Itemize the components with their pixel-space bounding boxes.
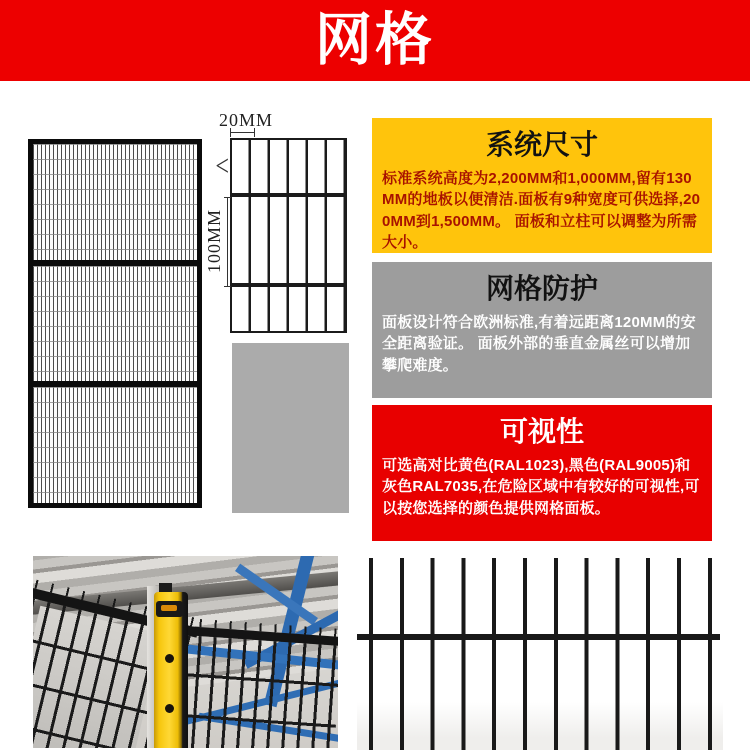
info-box-mesh-protection [372,262,712,398]
installation-photo [33,556,338,748]
page-title: 网格 [315,8,435,72]
mesh-detail-vertical-bars [232,140,345,331]
info-box-visibility [372,405,712,541]
info-body-visibility: 可选高对比黄色(RAL1023),黑色(RAL9005)和灰色RAL7035,在危险区域中有较好的可视性,可以按您选择的颜色提供网格面板。 [382,457,700,517]
photo-fence-mesh [176,635,338,748]
info-body-mesh-protection: 面板设计符合欧洲标准,有着远距离120MM的安全距离验证。 面板外部的垂直金属丝可以增加攀爬难度。 [382,314,696,374]
mesh-detail-horizontal-bar [232,193,345,197]
mesh-panel-section [33,144,197,260]
fence-horizontal-rail [357,634,720,640]
photo-post-hole [165,654,174,663]
mesh-panel-drawing [28,139,202,508]
mesh-detail-diagram [230,138,347,333]
info-title-visibility: 可视性 [499,416,584,447]
dimension-width-label: 20MM [219,110,274,130]
gray-spacer-block [232,343,349,513]
mesh-panel-section [33,387,197,503]
dimension-height-line [224,197,231,287]
info-box-system-size [372,118,712,253]
photo-yellow-post [154,592,188,748]
mesh-panel-section [33,266,197,382]
info-title-system-size: 系统尺寸 [485,129,598,160]
mesh-detail-horizontal-bar [232,283,345,287]
fence-vertical-bars [369,558,715,750]
photo-post-cap-slot [161,605,177,611]
photo-fence-panel-right [176,618,338,748]
info-title-mesh-protection: 网格防护 [485,273,598,304]
photo-post-hole [165,704,174,713]
info-body-system-size: 标准系统高度为2,200MM和1,000MM,留有130MM的地板以便清洁.面板有9种宽度可供选择,200MM到1,500MM。 面板和立柱可以调整为所需大小。 [382,170,701,251]
dimension-height-label: 100MM [204,209,224,274]
photo-post-cap-band [156,601,183,617]
fence-bars-illustration [357,557,723,750]
dimension-arrow-icon: < [215,148,230,183]
dimension-width-bracket [230,128,255,137]
header-banner [0,0,750,81]
